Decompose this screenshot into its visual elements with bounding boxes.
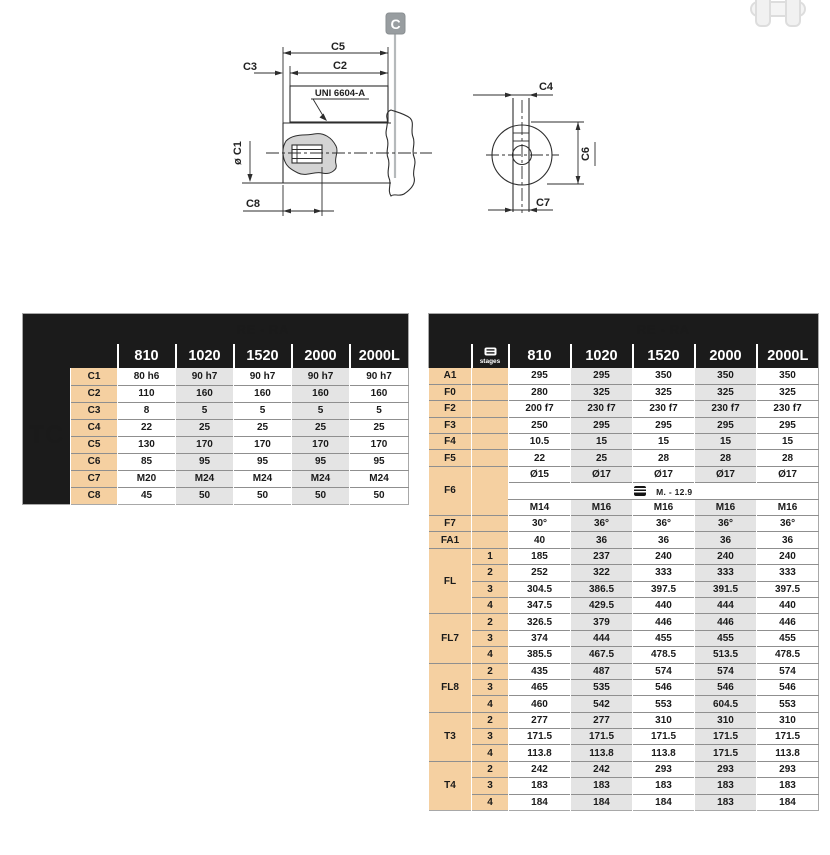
value-cell: 435 <box>509 663 571 679</box>
column-header: 2000 <box>695 344 757 368</box>
table-row <box>429 450 819 466</box>
value-cell: 28 <box>695 450 757 466</box>
value-cell: 110 <box>118 385 176 402</box>
value-cell: 85 <box>118 453 176 470</box>
row-label: C8 <box>71 487 118 504</box>
watermark-icon <box>751 0 805 26</box>
stage-cell: 3 <box>472 778 509 794</box>
value-cell: 455 <box>757 630 819 646</box>
technical-drawing <box>0 0 830 270</box>
value-cell: 295 <box>571 368 633 384</box>
value-cell: 513.5 <box>695 647 757 663</box>
value-cell: 95 <box>234 453 292 470</box>
header-spacer <box>23 344 118 368</box>
value-cell: 160 <box>176 385 234 402</box>
column-header: 2000L <box>350 344 409 368</box>
row-label: C1 <box>71 368 118 385</box>
value-cell: 36 <box>571 532 633 548</box>
table-row <box>429 663 819 679</box>
value-cell: 113.8 <box>571 745 633 761</box>
value-cell: 130 <box>118 436 176 453</box>
stage-cell: 1 <box>472 548 509 564</box>
table-row <box>23 385 409 402</box>
value-cell: 171.5 <box>571 729 633 745</box>
value-cell: 333 <box>695 565 757 581</box>
column-header: 1020 <box>176 344 234 368</box>
header-spacer <box>429 314 509 345</box>
value-cell: 230 f7 <box>571 401 633 417</box>
table-row <box>429 647 819 663</box>
value-cell: 22 <box>509 450 571 466</box>
stage-cell: 2 <box>472 565 509 581</box>
table-row <box>429 401 819 417</box>
value-cell: 230 f7 <box>633 401 695 417</box>
value-cell: 350 <box>633 368 695 384</box>
screw-spec-cell <box>509 483 819 499</box>
row-label: C4 <box>71 419 118 436</box>
value-cell: 90 h7 <box>292 368 350 385</box>
dim-label-c4: C4 <box>538 81 554 93</box>
value-cell: 183 <box>695 778 757 794</box>
value-cell: 171.5 <box>695 729 757 745</box>
stage-cell: 2 <box>472 663 509 679</box>
value-cell: Ø17 <box>571 466 633 482</box>
value-cell: M24 <box>176 470 234 487</box>
table-row <box>23 436 409 453</box>
table-row <box>429 794 819 810</box>
value-cell: 374 <box>509 630 571 646</box>
table-row <box>429 466 819 482</box>
table-row <box>23 470 409 487</box>
value-cell: 333 <box>757 565 819 581</box>
screw-class-icon <box>634 486 646 496</box>
value-cell: 200 f7 <box>509 401 571 417</box>
value-cell: 50 <box>234 487 292 504</box>
value-cell: 25 <box>571 450 633 466</box>
table-row <box>429 696 819 712</box>
value-cell: 80 h6 <box>118 368 176 385</box>
value-cell: 325 <box>571 384 633 400</box>
screw-class-text: M. - 12.9 <box>656 486 693 497</box>
table-row <box>429 761 819 777</box>
value-cell: 295 <box>757 417 819 433</box>
key-spec-label: UNI 6604-A <box>314 88 366 99</box>
stage-cell: 4 <box>472 597 509 613</box>
value-cell: 15 <box>757 434 819 450</box>
shaft-side-view <box>232 41 432 216</box>
stage-cell <box>472 401 509 417</box>
value-cell: 15 <box>633 434 695 450</box>
value-cell: 293 <box>695 761 757 777</box>
value-cell: Ø17 <box>695 466 757 482</box>
row-label: T4 <box>429 761 472 810</box>
value-cell: 230 f7 <box>695 401 757 417</box>
row-label: FL8 <box>429 663 472 712</box>
stage-cell: 2 <box>472 761 509 777</box>
dim-label-c5: C5 <box>330 41 346 53</box>
value-cell: 171.5 <box>509 729 571 745</box>
value-cell: 184 <box>757 794 819 810</box>
stage-cell <box>472 450 509 466</box>
value-cell: 10.5 <box>509 434 571 450</box>
value-cell: 183 <box>757 778 819 794</box>
row-label: F3 <box>429 417 472 433</box>
value-cell: 95 <box>292 453 350 470</box>
value-cell: 50 <box>350 487 409 504</box>
value-cell: 90 h7 <box>234 368 292 385</box>
value-cell: 333 <box>633 565 695 581</box>
value-cell: M16 <box>633 499 695 515</box>
value-cell: 15 <box>571 434 633 450</box>
row-label: C3 <box>71 402 118 419</box>
value-cell: 170 <box>176 436 234 453</box>
value-cell: 185 <box>509 548 571 564</box>
row-label: A1 <box>429 368 472 384</box>
stage-cell <box>472 368 509 384</box>
row-label: C6 <box>71 453 118 470</box>
value-cell: 397.5 <box>633 581 695 597</box>
value-cell: 30° <box>509 516 571 532</box>
value-cell: 444 <box>571 630 633 646</box>
value-cell: 25 <box>234 419 292 436</box>
table-row <box>429 532 819 548</box>
value-cell: 478.5 <box>757 647 819 663</box>
value-cell: 171.5 <box>695 745 757 761</box>
value-cell: 467.5 <box>571 647 633 663</box>
value-cell: 5 <box>176 402 234 419</box>
value-cell: 36° <box>571 516 633 532</box>
value-cell: 535 <box>571 679 633 695</box>
value-cell: 240 <box>633 548 695 564</box>
table-row <box>23 487 409 504</box>
value-cell: Ø17 <box>633 466 695 482</box>
value-cell: 444 <box>695 597 757 613</box>
value-cell: 350 <box>757 368 819 384</box>
row-label: F6 <box>429 466 472 515</box>
value-cell: 385.5 <box>509 647 571 663</box>
value-cell: 397.5 <box>757 581 819 597</box>
value-cell: 170 <box>234 436 292 453</box>
value-cell: 310 <box>757 712 819 728</box>
value-cell: 242 <box>509 761 571 777</box>
row-label: F2 <box>429 401 472 417</box>
value-cell: 184 <box>509 794 571 810</box>
group-label-tc: TC <box>23 368 71 504</box>
table-row <box>429 614 819 630</box>
stage-cell <box>472 417 509 433</box>
dim-label-c3: C3 <box>242 61 258 73</box>
tc-dimensions-table <box>22 313 409 505</box>
row-label: C2 <box>71 385 118 402</box>
stage-cell <box>472 532 509 548</box>
row-label: FL7 <box>429 614 472 663</box>
value-cell: 171.5 <box>633 729 695 745</box>
value-cell: 455 <box>695 630 757 646</box>
dim-label-c8: C8 <box>245 198 261 210</box>
value-cell: 277 <box>571 712 633 728</box>
row-label: F5 <box>429 450 472 466</box>
value-cell: 36 <box>633 532 695 548</box>
value-cell: 160 <box>292 385 350 402</box>
value-cell: 242 <box>571 761 633 777</box>
stage-cell: 4 <box>472 647 509 663</box>
stages-icon <box>484 347 497 356</box>
row-label: C5 <box>71 436 118 453</box>
table-row <box>23 402 409 419</box>
value-cell: 325 <box>633 384 695 400</box>
table-row <box>429 565 819 581</box>
value-cell: 487 <box>571 663 633 679</box>
table-row <box>429 745 819 761</box>
table-row <box>429 384 819 400</box>
table-row <box>429 679 819 695</box>
value-cell: 5 <box>350 402 409 419</box>
value-cell: 446 <box>695 614 757 630</box>
value-cell: 170 <box>292 436 350 453</box>
value-cell: M14 <box>509 499 571 515</box>
value-cell: 295 <box>509 368 571 384</box>
value-cell: 350 <box>695 368 757 384</box>
row-label: F0 <box>429 384 472 400</box>
row-label: F7 <box>429 516 472 532</box>
value-cell: 446 <box>633 614 695 630</box>
table-row <box>429 712 819 728</box>
mounting-dimensions-table <box>428 313 819 811</box>
value-cell: 446 <box>757 614 819 630</box>
value-cell: 293 <box>757 761 819 777</box>
value-cell: 386.5 <box>571 581 633 597</box>
value-cell: 295 <box>571 417 633 433</box>
value-cell: 280 <box>509 384 571 400</box>
value-cell: 170 <box>350 436 409 453</box>
stage-cell: 4 <box>472 696 509 712</box>
value-cell: M24 <box>292 470 350 487</box>
table-row <box>429 729 819 745</box>
row-label: FA1 <box>429 532 472 548</box>
value-cell: 8 <box>118 402 176 419</box>
value-cell: 542 <box>571 696 633 712</box>
value-cell: 293 <box>633 761 695 777</box>
value-cell: 546 <box>757 679 819 695</box>
value-cell: 391.5 <box>695 581 757 597</box>
stages-header-label: stages <box>479 358 501 365</box>
column-header: 1520 <box>633 344 695 368</box>
stage-cell: 2 <box>472 712 509 728</box>
value-cell: 50 <box>292 487 350 504</box>
value-cell: 95 <box>176 453 234 470</box>
value-cell: 240 <box>695 548 757 564</box>
table-row <box>429 778 819 794</box>
value-cell: 184 <box>633 794 695 810</box>
value-cell: 553 <box>757 696 819 712</box>
value-cell: 429.5 <box>571 597 633 613</box>
value-cell: 95 <box>350 453 409 470</box>
table-row <box>429 368 819 384</box>
value-cell: 113.8 <box>757 745 819 761</box>
value-cell: 574 <box>633 663 695 679</box>
value-cell: 5 <box>234 402 292 419</box>
stage-cell <box>472 434 509 450</box>
value-cell: 347.5 <box>509 597 571 613</box>
table-row <box>429 434 819 450</box>
value-cell: 326.5 <box>509 614 571 630</box>
column-header: 1520 <box>234 344 292 368</box>
column-header: 1020 <box>571 344 633 368</box>
value-cell: 325 <box>695 384 757 400</box>
value-cell: 325 <box>757 384 819 400</box>
value-cell: 36° <box>695 516 757 532</box>
table-row <box>429 516 819 532</box>
value-cell: 25 <box>350 419 409 436</box>
value-cell: M24 <box>234 470 292 487</box>
table-row <box>429 597 819 613</box>
value-cell: 183 <box>695 794 757 810</box>
stage-cell: 3 <box>472 679 509 695</box>
left-series-header: RE - RA <box>118 314 409 345</box>
value-cell: 230 f7 <box>757 401 819 417</box>
value-cell: 160 <box>350 385 409 402</box>
value-cell: 237 <box>571 548 633 564</box>
value-cell: 455 <box>633 630 695 646</box>
value-cell: 25 <box>292 419 350 436</box>
value-cell: 574 <box>757 663 819 679</box>
value-cell: 36 <box>695 532 757 548</box>
stage-cell: 4 <box>472 794 509 810</box>
value-cell: 36° <box>757 516 819 532</box>
value-cell: 440 <box>633 597 695 613</box>
value-cell: 240 <box>757 548 819 564</box>
value-cell: M16 <box>695 499 757 515</box>
table-row <box>23 453 409 470</box>
table-row <box>429 581 819 597</box>
value-cell: 546 <box>633 679 695 695</box>
stage-cell: 3 <box>472 630 509 646</box>
value-cell: 171.5 <box>757 729 819 745</box>
value-cell: 28 <box>757 450 819 466</box>
stage-cell: 4 <box>472 745 509 761</box>
value-cell: 310 <box>695 712 757 728</box>
value-cell: 440 <box>757 597 819 613</box>
value-cell: 15 <box>695 434 757 450</box>
value-cell: 160 <box>234 385 292 402</box>
value-cell: 90 h7 <box>350 368 409 385</box>
value-cell: 45 <box>118 487 176 504</box>
value-cell: 183 <box>633 778 695 794</box>
value-cell: 183 <box>571 778 633 794</box>
value-cell: 5 <box>292 402 350 419</box>
value-cell: 304.5 <box>509 581 571 597</box>
stage-cell: 3 <box>472 729 509 745</box>
table-row <box>429 417 819 433</box>
value-cell: 553 <box>633 696 695 712</box>
value-cell: 50 <box>176 487 234 504</box>
value-cell: 604.5 <box>695 696 757 712</box>
value-cell: 460 <box>509 696 571 712</box>
table-row <box>429 548 819 564</box>
shaft-end-view <box>473 81 595 213</box>
value-cell: Ø17 <box>757 466 819 482</box>
value-cell: 322 <box>571 565 633 581</box>
table-row <box>429 630 819 646</box>
value-cell: 90 h7 <box>176 368 234 385</box>
stage-cell <box>472 466 509 515</box>
stage-cell <box>472 516 509 532</box>
row-label: C7 <box>71 470 118 487</box>
value-cell: 546 <box>695 679 757 695</box>
value-cell: 277 <box>509 712 571 728</box>
column-header: 2000 <box>292 344 350 368</box>
stage-cell <box>472 384 509 400</box>
value-cell: M20 <box>118 470 176 487</box>
value-cell: 28 <box>633 450 695 466</box>
value-cell: 25 <box>176 419 234 436</box>
right-series-header: RE - RA <box>509 314 819 345</box>
value-cell: 295 <box>633 417 695 433</box>
value-cell: 465 <box>509 679 571 695</box>
column-header: 810 <box>509 344 571 368</box>
stage-cell: 2 <box>472 614 509 630</box>
value-cell: 250 <box>509 417 571 433</box>
value-cell: 574 <box>695 663 757 679</box>
column-header: 2000L <box>757 344 819 368</box>
value-cell: Ø15 <box>509 466 571 482</box>
value-cell: 22 <box>118 419 176 436</box>
column-header: 810 <box>118 344 176 368</box>
value-cell: 295 <box>695 417 757 433</box>
header-spacer <box>429 344 472 368</box>
value-cell: 40 <box>509 532 571 548</box>
table-row <box>23 368 409 385</box>
header-spacer <box>23 314 118 345</box>
value-cell: 36 <box>757 532 819 548</box>
value-cell: 113.8 <box>509 745 571 761</box>
value-cell: 184 <box>571 794 633 810</box>
dim-label-c6: C6 <box>580 146 592 162</box>
value-cell: 36° <box>633 516 695 532</box>
value-cell: M24 <box>350 470 409 487</box>
table-row <box>23 419 409 436</box>
value-cell: 310 <box>633 712 695 728</box>
value-cell: 478.5 <box>633 647 695 663</box>
row-label: FL <box>429 548 472 614</box>
value-cell: 379 <box>571 614 633 630</box>
value-cell: M16 <box>571 499 633 515</box>
row-label: F4 <box>429 434 472 450</box>
dim-label-c2: C2 <box>332 60 348 72</box>
stage-cell: 3 <box>472 581 509 597</box>
section-badge-label: C <box>390 16 401 32</box>
stages-header <box>472 344 509 368</box>
value-cell: 183 <box>509 778 571 794</box>
dim-label-c7: C7 <box>535 197 551 209</box>
row-label: T3 <box>429 712 472 761</box>
value-cell: 252 <box>509 565 571 581</box>
dim-label-c1: ø C1 <box>232 141 244 165</box>
value-cell: 113.8 <box>633 745 695 761</box>
value-cell: M16 <box>757 499 819 515</box>
